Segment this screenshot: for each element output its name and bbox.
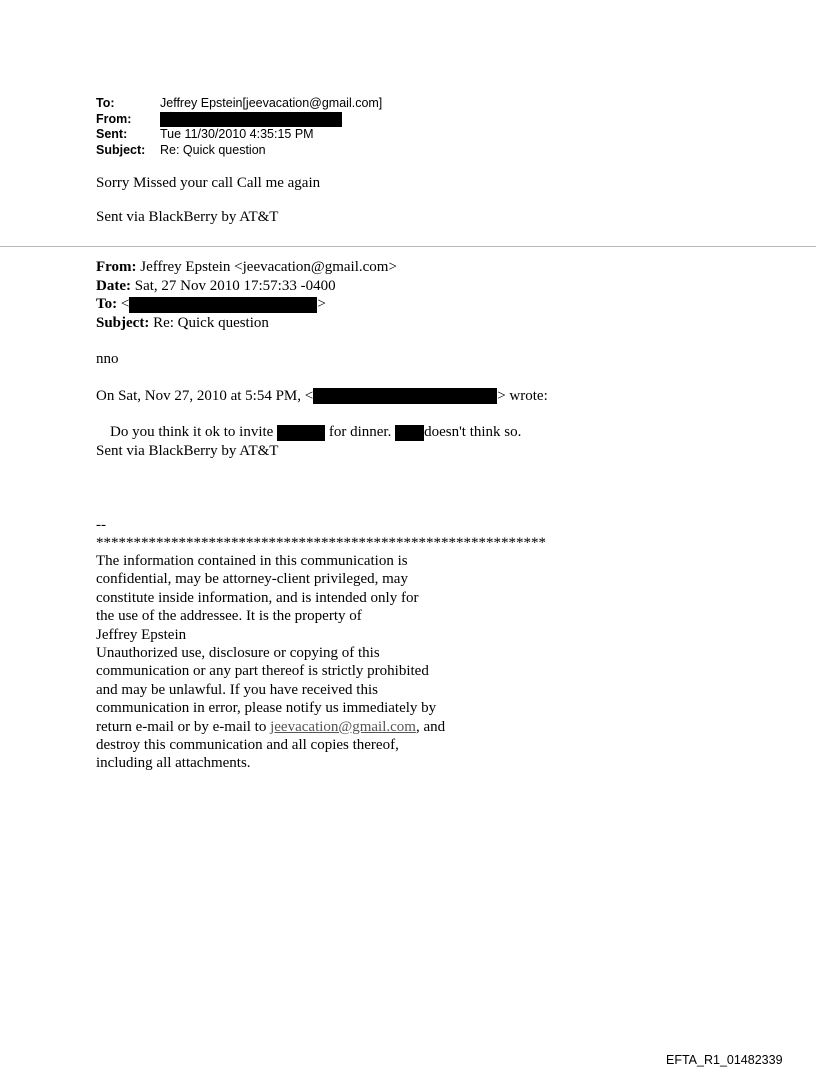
reply-signature: Sent via BlackBerry by AT&T <box>96 209 279 225</box>
fwd-to-label: To: <box>96 296 118 312</box>
disclaimer-line: the use of the addressee. It is the property of <box>96 608 362 625</box>
redaction-block <box>277 425 325 441</box>
quote-part1: Do you think it ok to invite <box>110 424 274 440</box>
subject-row <box>96 143 382 159</box>
disclaimer-stars: ************************************************************ <box>96 535 546 551</box>
quote-signature: Sent via BlackBerry by AT&T <box>96 442 279 459</box>
disclaimer-line: constitute inside information, and is intended only for <box>96 589 419 606</box>
fwd-date-label: Date: <box>96 277 131 294</box>
subject-label: Subject: <box>96 142 146 157</box>
redaction-block <box>160 112 342 127</box>
quoted-text <box>96 423 548 442</box>
forwarded-message <box>96 258 548 460</box>
from-label: From: <box>96 111 132 126</box>
email-header <box>96 96 382 158</box>
fwd-from-row <box>96 258 548 277</box>
disclaimer-line10-pre: return e-mail or by e-mail to <box>96 718 271 735</box>
fwd-date-value: Sat, 27 Nov 2010 17:57:33 -0400 <box>134 277 336 294</box>
sent-value: Tue 11/30/2010 4:35:15 PM <box>160 127 314 141</box>
to-row <box>96 96 382 112</box>
quote-intro-post: > wrote: <box>497 387 548 404</box>
fwd-to-close: > <box>317 296 326 312</box>
quote-part2: for dinner. <box>328 424 392 440</box>
document-id: EFTA_R1_01482339 <box>666 1053 783 1067</box>
disclaimer-line: confidential, may be attorney-client privileged, may <box>96 571 408 588</box>
subject-value: Re: Quick question <box>160 142 266 157</box>
fwd-to-open: < <box>120 296 130 312</box>
redaction-block <box>395 425 424 441</box>
redaction-block <box>313 388 497 404</box>
disclaimer-line: destroy this communication and all copies thereof, <box>96 737 399 754</box>
disclaimer <box>96 552 576 773</box>
fwd-subject-value: Re: Quick question <box>153 314 269 331</box>
email-link[interactable]: jeevacation@gmail.com <box>270 718 416 735</box>
fwd-date-row <box>96 277 548 296</box>
disclaimer-line: and may be unlawful. If you have received this <box>96 681 378 698</box>
sent-label: Sent: <box>96 127 128 141</box>
disclaimer-line: communication in error, please notify us immediately by <box>96 700 437 717</box>
from-row <box>96 112 382 128</box>
to-value: Jeffrey Epstein[jeevacation@gmail.com] <box>160 96 383 110</box>
quote-intro-pre: On Sat, Nov 27, 2010 at 5:54 PM, < <box>96 387 314 404</box>
separator-line <box>0 246 816 247</box>
quote-intro <box>96 387 548 406</box>
fwd-body: nno <box>96 351 119 367</box>
disclaimer-line <box>96 718 576 736</box>
reply-body: Sorry Missed your call Call me again <box>96 175 321 191</box>
disclaimer-line: The information contained in this communication is <box>96 553 408 569</box>
quote-part3: doesn't think so. <box>424 424 522 440</box>
disclaimer-dashes: -- <box>96 517 106 533</box>
fwd-from-label: From: <box>96 259 137 275</box>
fwd-subject-label: Subject: <box>96 314 150 331</box>
fwd-from-value: Jeffrey Epstein <jeevacation@gmail.com> <box>140 259 397 275</box>
disclaimer-line10-post: , and <box>415 718 446 735</box>
disclaimer-line: communication or any part thereof is strictly prohibited <box>96 663 429 680</box>
fwd-to-row <box>96 295 548 314</box>
redaction-block <box>129 297 317 313</box>
disclaimer-line: including all attachments. <box>96 755 251 772</box>
to-label: To: <box>96 96 115 110</box>
fwd-subject-row <box>96 314 548 333</box>
sent-row <box>96 127 382 143</box>
disclaimer-line: Unauthorized use, disclosure or copying of this <box>96 645 380 662</box>
disclaimer-line: Jeffrey Epstein <box>96 626 187 643</box>
